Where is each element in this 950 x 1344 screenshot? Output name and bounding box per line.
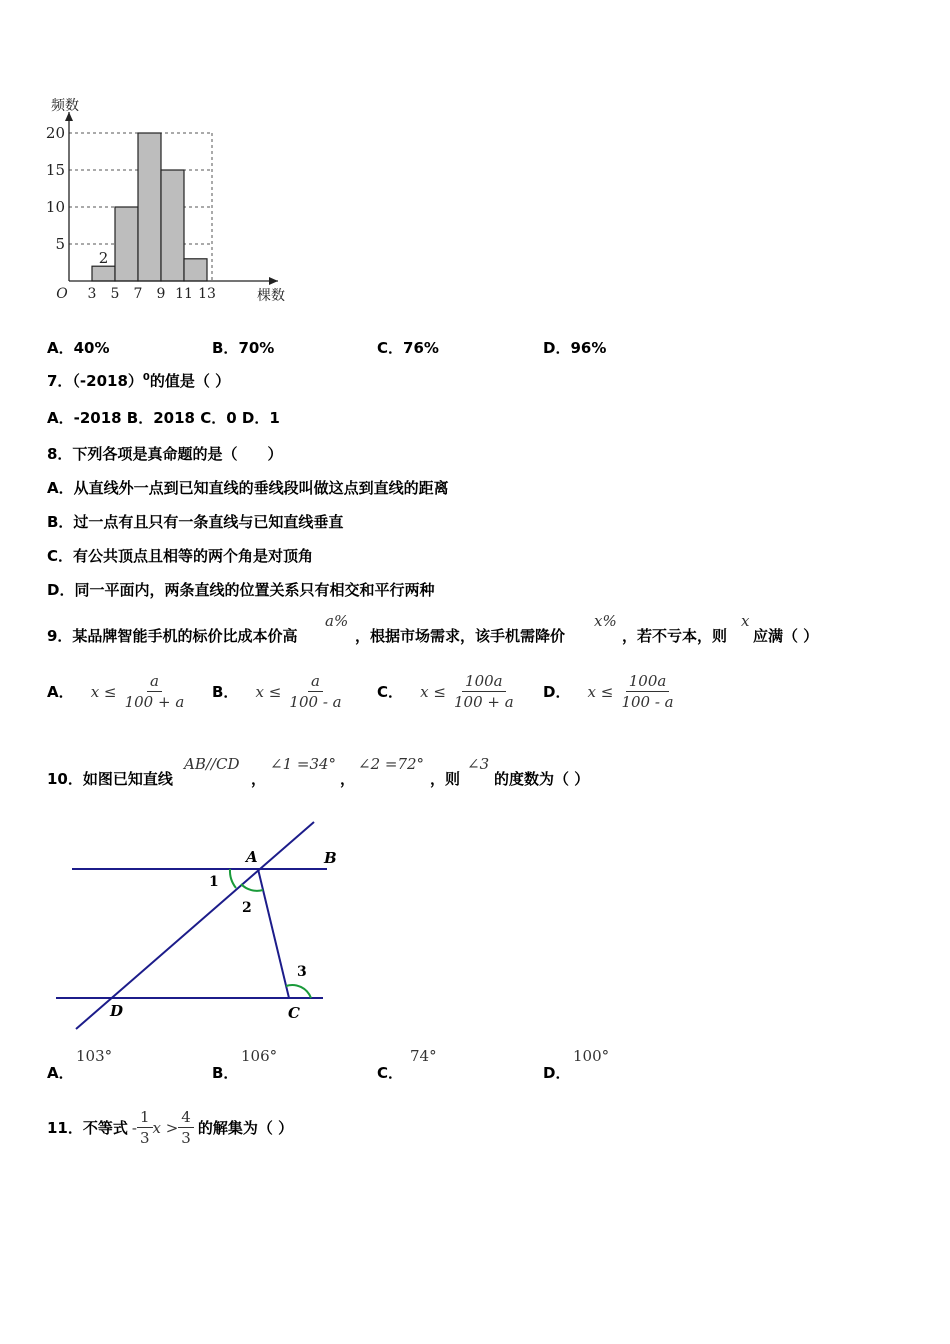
x-axis-arrow xyxy=(269,277,278,285)
label-c: C xyxy=(288,1004,300,1022)
q11-fraction-1 xyxy=(137,1107,153,1148)
q7-stem-pre: 7．（-2018） xyxy=(47,372,143,390)
q7-options[interactable]: A．-2018 B．2018 C．0 D．1 xyxy=(47,409,280,427)
option-fraction xyxy=(451,671,517,712)
q9-math-x: x xyxy=(741,612,750,630)
option-text: 40% xyxy=(73,339,110,357)
fraction-denominator: 100 - a xyxy=(621,693,674,711)
option-fraction xyxy=(122,671,188,712)
y-tick-label: 15 xyxy=(45,161,65,179)
q10-option-c-letter[interactable]: C． xyxy=(377,1064,404,1082)
q10-sep1: ， xyxy=(251,770,267,788)
angle-1-arc xyxy=(230,869,236,888)
q8-option-d[interactable]: D．同一平面内，两条直线的位置关系只有相交和平行两种 xyxy=(47,581,435,599)
x-tick-label: 11 xyxy=(175,286,193,302)
histogram-chart xyxy=(0,90,320,310)
histogram-bar xyxy=(161,170,184,281)
parallel-lines-figure xyxy=(40,810,350,1040)
histogram-bar xyxy=(184,259,207,281)
q7-stem xyxy=(47,370,230,391)
q11-stem xyxy=(47,1107,293,1148)
x-axis-title: 棵数 xyxy=(257,288,285,304)
x-tick-label: 9 xyxy=(156,286,166,302)
histogram-bar xyxy=(138,133,161,281)
q10-math-angle1: ∠1 =34° xyxy=(270,755,337,773)
q9-math-a-percent: a% xyxy=(325,612,349,630)
origin-label: O xyxy=(56,286,68,302)
option-lhs: x ≤ xyxy=(420,682,446,701)
q10-stem-part3: 的度数为（ ） xyxy=(494,770,590,788)
fraction-numerator: 100a xyxy=(462,671,506,692)
histogram-bar xyxy=(115,207,138,281)
angle-3-arc xyxy=(286,985,311,998)
q9-option-a[interactable] xyxy=(47,671,187,712)
option-fraction xyxy=(286,671,344,712)
q10-option-b-value: 106° xyxy=(241,1047,278,1065)
q10-sep2: ， xyxy=(340,770,356,788)
label-a: A xyxy=(246,848,258,866)
q10-math-angle3: ∠3 xyxy=(467,755,490,773)
option-text: 96% xyxy=(570,339,607,357)
q9-option-d[interactable] xyxy=(543,671,677,712)
fraction-denominator: 100 + a xyxy=(454,693,514,711)
q7-stem-post: 的值是（ ） xyxy=(149,372,231,390)
x-tick-label: 3 xyxy=(87,286,97,302)
fraction-numerator: a xyxy=(308,671,323,692)
segment-ac xyxy=(258,869,289,998)
y-axis-title: 频数 xyxy=(51,98,79,114)
q9-stem-part2: ，根据市场需求，该手机需降价 xyxy=(355,627,566,645)
q9-stem-part1: 9．某品牌智能手机的标价比成本价高 xyxy=(47,627,298,645)
option-lhs: x ≤ xyxy=(255,682,282,701)
q7-exponent: 0 xyxy=(142,372,150,383)
fraction-denominator: 3 xyxy=(181,1129,191,1147)
label-b: B xyxy=(324,849,337,867)
q10-option-b-letter[interactable]: B． xyxy=(212,1064,239,1082)
q8-option-a[interactable]: A．从直线外一点到已知直线的垂线段叫做这点到直线的距离 xyxy=(47,479,449,497)
fraction-numerator: 1 xyxy=(137,1107,153,1128)
fraction-denominator: 100 + a xyxy=(124,693,185,711)
option-lhs: x ≤ xyxy=(90,682,117,701)
q6-option-b[interactable] xyxy=(212,337,274,358)
q10-option-a-letter[interactable]: A． xyxy=(47,1064,74,1082)
label-d: D xyxy=(110,1002,124,1020)
q10-stem-part2: ，则 xyxy=(430,770,461,788)
option-lhs: x ≤ xyxy=(587,682,614,701)
q10-math-parallel: AB//CD xyxy=(184,755,240,773)
option-letter: D． xyxy=(543,683,571,701)
option-fraction xyxy=(618,671,676,712)
q10-option-d-letter[interactable]: D． xyxy=(543,1064,571,1082)
q6-option-a[interactable] xyxy=(47,337,110,358)
q9-option-c[interactable] xyxy=(377,671,517,712)
option-letter: C． xyxy=(377,683,404,701)
option-text: 70% xyxy=(238,339,275,357)
q8-option-c[interactable]: C．有公共顶点且相等的两个角是对顶角 xyxy=(47,547,314,565)
option-letter: A． xyxy=(47,683,74,701)
fraction-numerator: 100a xyxy=(626,671,670,692)
q10-option-c-value: 74° xyxy=(410,1047,437,1065)
q9-option-b[interactable] xyxy=(212,671,345,712)
x-tick-label: 5 xyxy=(110,286,120,302)
bar-data-label: 2 xyxy=(98,249,109,268)
fraction-numerator: a xyxy=(147,671,162,692)
q8-stem: 8．下列各项是真命题的是（ ） xyxy=(47,445,283,463)
label-angle-1: 1 xyxy=(209,874,219,890)
x-tick-label: 13 xyxy=(198,286,216,302)
option-letter: C． xyxy=(377,339,404,357)
q6-option-c[interactable] xyxy=(377,337,439,358)
q11-stem-part2: 的解集为（ ） xyxy=(197,1119,294,1137)
q9-math-x-percent: x% xyxy=(594,612,617,630)
option-letter: B． xyxy=(212,339,239,357)
option-text: 76% xyxy=(403,339,439,357)
fraction-numerator: 4 xyxy=(178,1107,194,1128)
y-tick-label: 20 xyxy=(45,124,65,142)
q11-minus: - xyxy=(131,1118,137,1137)
q11-fraction-2 xyxy=(178,1107,194,1148)
q10-math-angle2: ∠2 =72° xyxy=(358,755,425,773)
q9-stem-part3: ，若不亏本，则 xyxy=(622,627,728,645)
q10-option-a-value: 103° xyxy=(76,1047,113,1065)
option-letter: D． xyxy=(543,339,571,357)
y-tick-label: 5 xyxy=(55,235,65,253)
option-letter: A． xyxy=(47,339,74,357)
histogram-bar xyxy=(92,266,115,281)
q8-option-b[interactable]: B．过一点有且只有一条直线与已知直线垂直 xyxy=(47,513,344,531)
angle-2-arc xyxy=(241,884,263,891)
option-letter: B． xyxy=(212,683,239,701)
q10-option-d-value: 100° xyxy=(573,1047,610,1065)
fraction-denominator: 100 - a xyxy=(289,693,342,711)
label-angle-3: 3 xyxy=(297,964,307,980)
q10-stem-part1: 10．如图已知直线 xyxy=(47,770,173,788)
fraction-denominator: 3 xyxy=(139,1129,150,1147)
x-tick-label: 7 xyxy=(133,286,143,302)
q11-mid: x > xyxy=(152,1118,179,1137)
q9-stem-part4: 应满（ ） xyxy=(753,627,819,645)
label-angle-2: 2 xyxy=(242,900,252,916)
q6-option-d[interactable] xyxy=(543,337,606,358)
y-tick-label: 10 xyxy=(45,198,65,216)
q11-stem-part1: 11．不等式 xyxy=(47,1119,128,1137)
